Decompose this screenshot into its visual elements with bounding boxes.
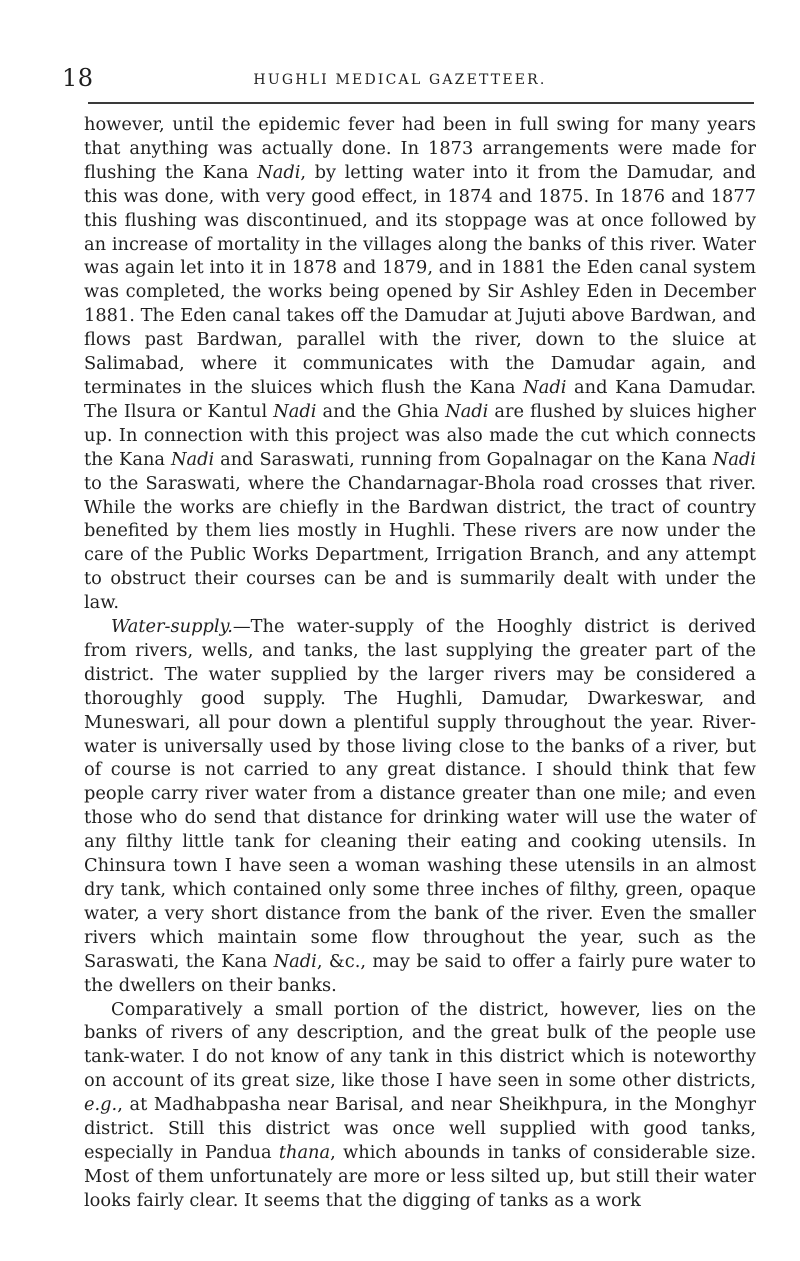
text-run: , which abounds in tanks of considerable size. Most of them unfortunately are more or less silted up, but still their water looks fairly clear. It seems that the digging of tanks as a work [84, 1141, 757, 1211]
paragraph [84, 998, 756, 1213]
text-run: Comparatively a small portion of the district, however, lies on the banks of rivers of any description, and the great bulk of the people use tank-water. I do not know of any tank in this district which is noteworthy on account of its great size, like those I have seen in some other districts, [84, 998, 756, 1092]
page-number: 18 [62, 64, 94, 92]
header-rule [88, 102, 754, 104]
running-title: HUGHLI MEDICAL GAZETTEER. [253, 72, 547, 88]
text-run: , by letting water into it from the Damudar, and this was done, with very good effect, in 1874 and 1875. In 1876 and 1877 this flushing was discontinued, and its stoppage was at once followed by an increase of mortality in the villages along the banks of this river. Water was again let into it in 1878 and 1879, and in 1881 the Eden canal system was completed, the works being opened by Sir Ashley Eden in December 1881. The Eden canal takes off the Damudar at Jujuti above Bardwan, and flows past Bardwan, parallel with the river, down to the sluice at Salimabad, where it communicates with the Damudar again, and terminates in the sluices which flush the Kana [84, 161, 756, 398]
text-run: and Kana Damudar. The Ilsura or Kantul [84, 376, 757, 422]
italic-run: e.g. [84, 1094, 118, 1116]
paragraph [84, 113, 756, 615]
text-run: and Saraswati, running from Gopalnagar on the Kana [214, 448, 713, 470]
italic-run: Nadi [257, 161, 301, 183]
text-run: , at Madhabpasha near Barisal, and near Sheikhpura, in the Monghyr district. Still this district was once well supplied with good tanks, especially in Pandua [84, 1094, 756, 1163]
italic-run: Nadi [523, 376, 567, 398]
text-run: are flushed by sluices higher up. In connection with this project was also made the cut which connects the Kana [84, 400, 756, 470]
italic-run: Nadi [273, 400, 317, 422]
paragraph [84, 615, 756, 998]
body-text [84, 113, 756, 1213]
text-run: —The water-supply of the Hooghly district is derived from rivers, wells, and tanks, the last supplying the greater part of the district. The water supplied by the larger rivers may be considered a thoroughly good supply. The Hughli, Damudar, Dwarkeswar, and Muneswari, all pour down a plentiful supply throughout the year. River-water is universally used by those living close to the banks of a river, but of course is not carried to any great distance. I should think that few people carry river water from a distance greater than one mile; and even those who do send that distance for drinking water will use the water of any filthy little tank for cleaning their eating and cooking utensils. In Chinsura town I have seen a woman washing these utensils in an almost dry tank, which contained only some three inches of filthy, green, opaque water, a very short distance from the bank of the river. Even the smaller rivers which maintain some flow throughout the year, such as the Saraswati, the Kana [84, 616, 756, 972]
italic-run: Nadi [273, 950, 317, 972]
italic-run: Water-supply. [111, 616, 233, 638]
italic-run: Nadi [170, 448, 215, 470]
italic-run: Nadi [712, 448, 756, 470]
italic-run: thana [278, 1141, 331, 1163]
text-run: however, until the epidemic fever had been in full swing for many years that anything was actually done. In 1873 arrangements were made for flushing the Kana [84, 114, 756, 183]
text-run: and the Ghia [316, 400, 446, 422]
text-run: to the Saraswati, where the Chandarnagar-Bhola road crosses that river. While the works are chiefly in the Bardwan district, the tract of country benefited by them lies mostly in Hughli. These rivers are now under the care of the Public Works Department, Irrigation Branch, and any attempt to obstruct their courses can be and is summarily dealt with under the law. [84, 472, 756, 614]
italic-run: Nadi [445, 400, 489, 422]
text-run: , &c., may be said to offer a fairly pure water to the dwellers on their banks. [84, 950, 756, 996]
